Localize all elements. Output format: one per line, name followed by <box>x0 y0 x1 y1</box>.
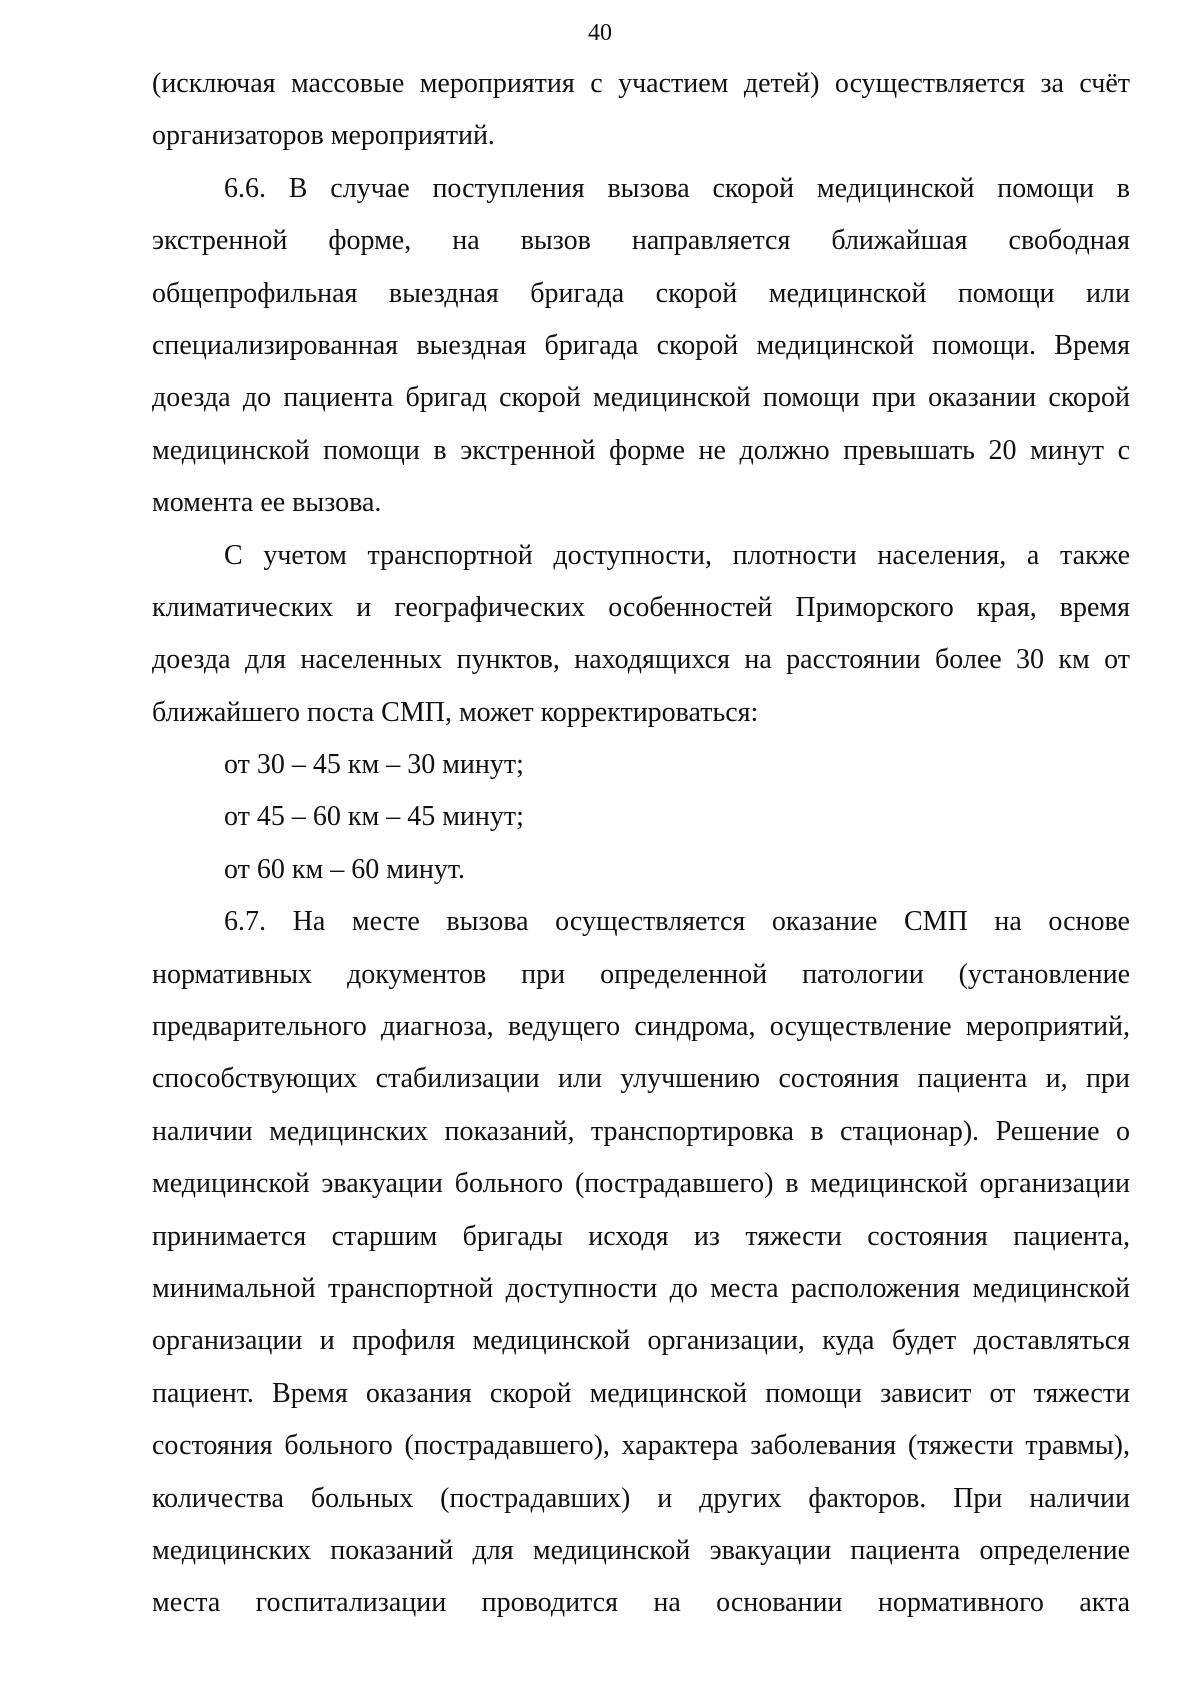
text-line: доезда для населенных пунктов, находящихся на расстоянии более 30 км от <box>152 644 1130 676</box>
text-line: экстренной форме, на вызов направляется ближайшая свободная <box>152 225 1130 257</box>
text-line: 6.6. В случае поступления вызова скорой медицинской помощи в <box>224 172 1130 204</box>
text-line: ближайшего поста СМП, может корректироваться: <box>152 696 759 728</box>
page-number: 40 <box>588 20 612 46</box>
text-line: С учетом транспортной доступности, плотности населения, а также <box>224 539 1130 571</box>
paragraph-continuation <box>152 62 1130 167</box>
text-line: пациент. Время оказания скорой медицинской помощи зависит от тяжести <box>152 1377 1130 1409</box>
text-line: способствующих стабилизации или улучшению состояния пациента и, при <box>152 1063 1130 1095</box>
text-line: общепрофильная выездная бригада скорой медицинской помощи или <box>152 277 1130 309</box>
text-line: медицинской эвакуации больного (пострадавшего) в медицинской организации <box>152 1168 1130 1200</box>
text-line: доезда до пациента бригад скорой медицинской помощи при оказании скорой <box>152 382 1130 414</box>
list-item: от 60 км – 60 минут. <box>224 853 466 885</box>
paragraph-6-6 <box>152 167 1130 534</box>
paragraph-transport <box>152 534 1130 744</box>
text-line: предварительного диагноза, ведущего синдрома, осуществление мероприятий, <box>152 1011 1130 1043</box>
document-body <box>152 62 1130 1634</box>
text-line: нормативных документов при определенной патологии (установление <box>152 958 1130 990</box>
text-line: организаторов мероприятий. <box>152 120 495 152</box>
text-line: количества больных (пострадавших) и других факторов. При наличии <box>152 1482 1130 1514</box>
text-line: 6.7. На месте вызова осуществляется оказание СМП на основе <box>224 906 1130 938</box>
text-line: принимается старшим бригады исходя из тяжести состояния пациента, <box>152 1220 1130 1252</box>
text-line: организации и профиля медицинской организации, куда будет доставляться <box>152 1325 1130 1357</box>
text-line: момента ее вызова. <box>152 487 382 519</box>
paragraph-6-7 <box>152 900 1130 1633</box>
text-line: состояния больного (пострадавшего), характера заболевания (тяжести травмы), <box>152 1430 1130 1462</box>
text-line: медицинской помощи в экстренной форме не должно превышать 20 минут с <box>152 434 1130 466</box>
distance-list <box>152 743 1130 900</box>
text-line: специализированная выездная бригада скорой медицинской помощи. Время <box>152 329 1130 361</box>
text-line: (исключая массовые мероприятия с участием детей) осуществляется за счёт <box>152 68 1130 99</box>
list-item: от 30 – 45 км – 30 минут; <box>224 749 524 781</box>
text-line: минимальной транспортной доступности до места расположения медицинской <box>152 1272 1130 1304</box>
text-line: наличии медицинских показаний, транспортировка в стационар). Решение о <box>152 1115 1130 1147</box>
list-item: от 45 – 60 км – 45 минут; <box>224 801 524 833</box>
text-line: климатических и географических особенностей Приморского края, время <box>152 591 1130 623</box>
text-line: медицинских показаний для медицинской эвакуации пациента определение <box>152 1534 1130 1566</box>
text-line: места госпитализации проводится на основании нормативного акта <box>152 1587 1130 1619</box>
